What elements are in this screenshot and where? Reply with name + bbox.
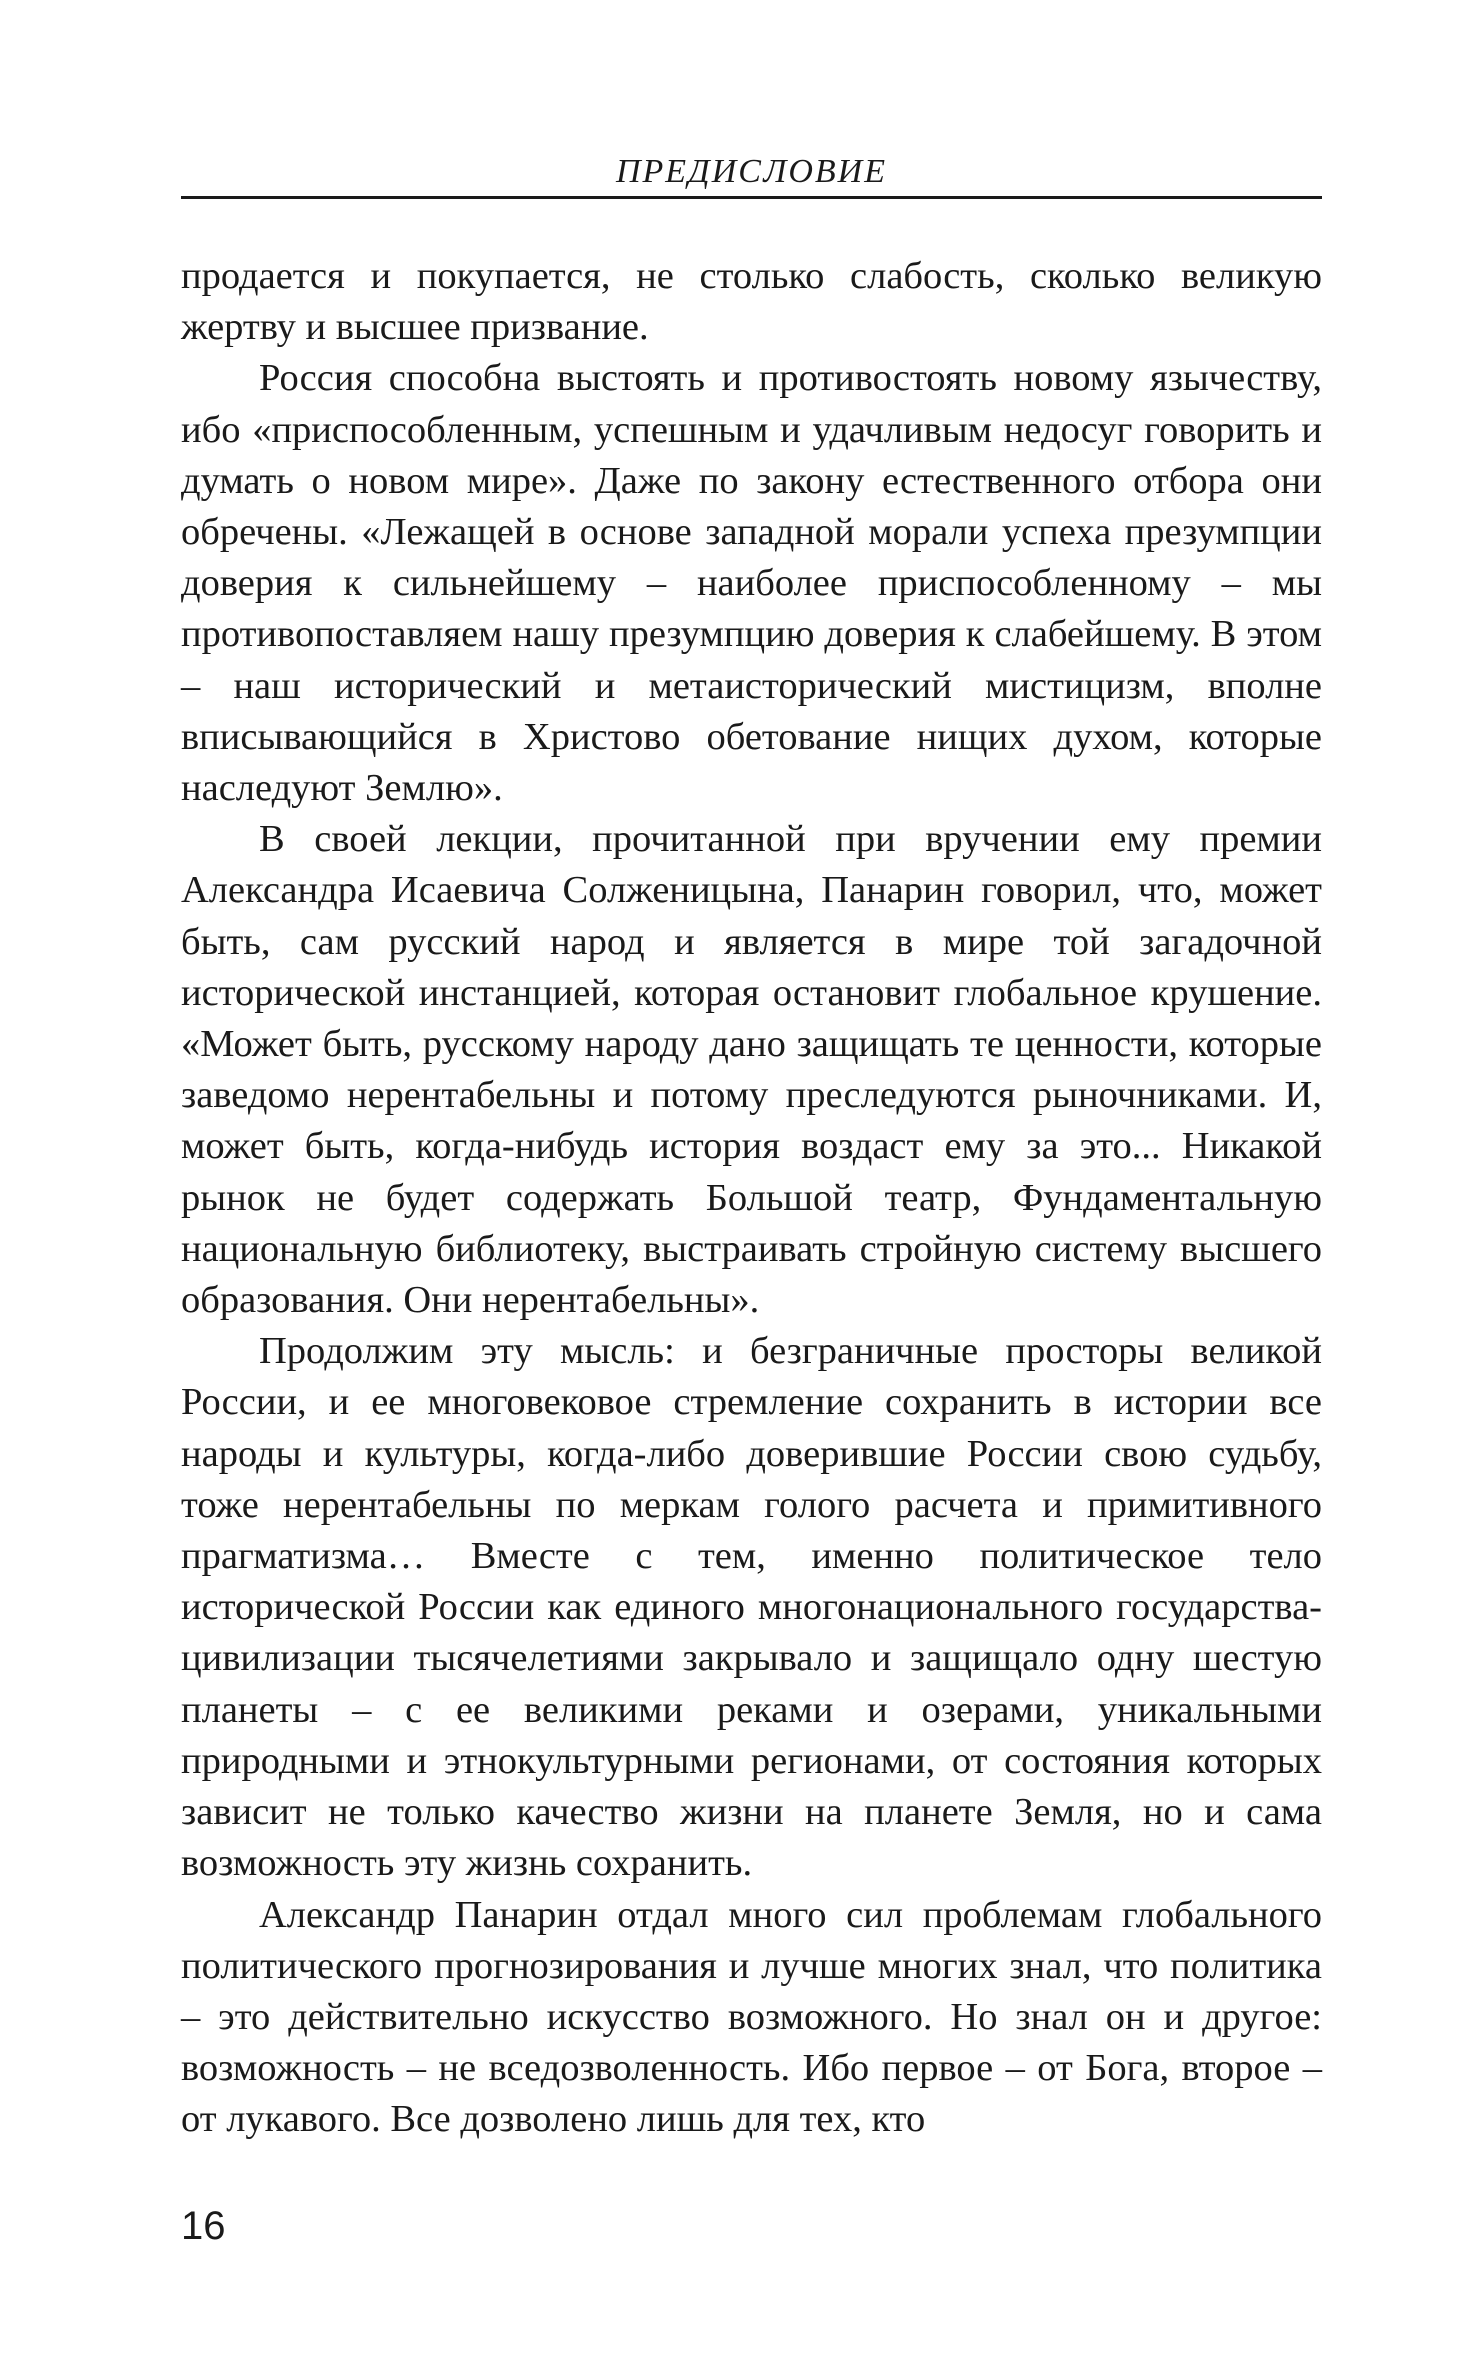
body-text <box>181 251 1322 2146</box>
paragraph-continuation: продается и покупается, не столько слабость, сколько великую жертву и высшее призвание. <box>181 255 1322 349</box>
header-rule <box>181 196 1322 199</box>
page-number: 16 <box>181 2204 226 2248</box>
running-header-title: ПРЕДИСЛОВИЕ <box>615 153 888 190</box>
paragraph: Россия способна выстоять и противостоять новому язычеству, ибо «приспособленным, успешным и удачливым недосуг говорить и думать о новом мире». Даже по закону естественного отбора они обречены. «Лежащей в основе западной морали успеха презумпции доверия к сильнейшему – наиболее приспособленному – мы противопоставляем нашу презумпцию доверия к слабейшему. В этом – наш исторический и метаисторический мистицизм, вполне вписывающийся в Христово обетование нищих духом, которые наследуют Землю». <box>181 357 1322 810</box>
paragraph: Александр Панарин отдал много сил проблемам глобального политического прогнозирования и лучше многих знал, что политика – это действительно искусство возможного. Но знал он и другое: возможность – не вседозволенность. Ибо первое – от Бога, второе – от лукавого. Все дозволено лишь для тех, кто <box>181 1893 1322 2141</box>
paragraph: В своей лекции, прочитанной при вручении ему премии Александра Исаевича Солженицына, Панарин говорил, что, может быть, сам русский народ и является в мире той загадочной исторической инстанцией, которая остановит глобальное крушение. «Может быть, русскому народу дано защищать те ценности, которые заведомо нерентабельны и потому преследуются рыночниками. И, может быть, когда-нибудь история воздаст ему за это... Никакой рынок не будет содержать Большой театр, Фундаментальную национальную библиотеку, выстраивать стройную систему высшего образования. Они нерентабельны». <box>181 818 1322 1322</box>
paragraph: Продолжим эту мысль: и безграничные просторы великой России, и ее многовековое стремление сохранить в истории все народы и культуры, когда-либо доверившие России свою судьбу, тоже нерентабельны по меркам голого расчета и примитивного прагматизма… Вместе с тем, именно политическое тело исторической России как единого многонационального государства-цивилизации тысячелетиями закрывало и защищало одну шестую планеты – с ее великими реками и озерами, уникальными природными и этнокультурными регионами, от состояния которых зависит не только качество жизни на планете Земля, но и сама возможность эту жизнь сохранить. <box>181 1330 1322 1885</box>
